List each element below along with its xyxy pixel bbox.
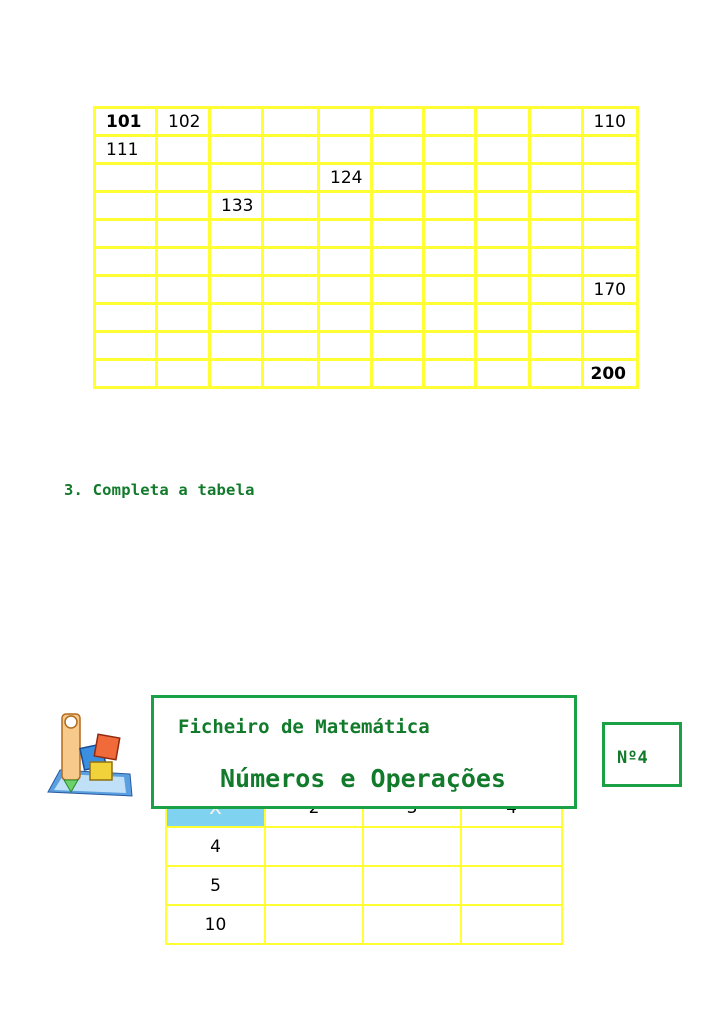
grid-cell[interactable] bbox=[157, 276, 210, 304]
pencil-blocks-logo-icon bbox=[40, 708, 136, 800]
mult-answer-cell[interactable] bbox=[461, 866, 562, 905]
grid-cell[interactable] bbox=[157, 192, 210, 220]
grid-cell[interactable] bbox=[210, 164, 263, 192]
grid-cell[interactable] bbox=[476, 136, 530, 164]
grid-cell[interactable] bbox=[476, 332, 530, 360]
grid-cell[interactable] bbox=[530, 192, 583, 220]
grid-cell[interactable] bbox=[372, 248, 424, 276]
grid-cell[interactable] bbox=[476, 220, 530, 248]
grid-cell[interactable] bbox=[530, 332, 583, 360]
grid-cell[interactable] bbox=[95, 276, 157, 304]
grid-cell[interactable] bbox=[157, 360, 210, 388]
grid-cell[interactable] bbox=[530, 164, 583, 192]
grid-cell[interactable] bbox=[210, 220, 263, 248]
mult-answer-cell[interactable] bbox=[265, 827, 363, 866]
grid-cell: 133 bbox=[210, 192, 263, 220]
grid-cell[interactable] bbox=[372, 108, 424, 136]
grid-cell[interactable] bbox=[263, 220, 319, 248]
grid-cell[interactable] bbox=[319, 192, 372, 220]
grid-cell[interactable] bbox=[210, 276, 263, 304]
grid-cell[interactable] bbox=[583, 164, 638, 192]
grid-cell[interactable] bbox=[530, 360, 583, 388]
number-grid bbox=[93, 106, 639, 389]
mult-answer-cell[interactable] bbox=[363, 827, 461, 866]
mult-answer-cell[interactable] bbox=[363, 866, 461, 905]
grid-row bbox=[95, 192, 638, 220]
grid-cell: 110 bbox=[583, 108, 638, 136]
grid-cell[interactable] bbox=[95, 360, 157, 388]
grid-cell[interactable] bbox=[95, 164, 157, 192]
grid-cell: 111 bbox=[95, 136, 157, 164]
grid-row bbox=[95, 276, 638, 304]
mult-answer-cell[interactable] bbox=[461, 827, 562, 866]
grid-cell[interactable] bbox=[530, 276, 583, 304]
grid-row bbox=[95, 304, 638, 332]
grid-cell[interactable] bbox=[372, 276, 424, 304]
grid-row bbox=[95, 164, 638, 192]
grid-cell[interactable] bbox=[530, 108, 583, 136]
grid-row bbox=[95, 360, 638, 388]
grid-cell[interactable] bbox=[157, 304, 210, 332]
grid-cell[interactable] bbox=[530, 220, 583, 248]
grid-cell[interactable] bbox=[263, 276, 319, 304]
grid-cell[interactable] bbox=[95, 248, 157, 276]
grid-cell[interactable] bbox=[476, 108, 530, 136]
grid-cell[interactable] bbox=[210, 108, 263, 136]
mult-answer-cell[interactable] bbox=[461, 905, 562, 944]
mult-row bbox=[166, 866, 562, 905]
mult-row-header: 10 bbox=[166, 905, 265, 944]
grid-cell[interactable] bbox=[157, 220, 210, 248]
grid-cell[interactable] bbox=[424, 136, 476, 164]
grid-cell[interactable] bbox=[263, 192, 319, 220]
mult-answer-cell[interactable] bbox=[265, 866, 363, 905]
grid-cell[interactable] bbox=[424, 220, 476, 248]
grid-cell[interactable] bbox=[263, 136, 319, 164]
grid-cell[interactable] bbox=[530, 136, 583, 164]
grid-cell[interactable] bbox=[583, 220, 638, 248]
grid-cell[interactable] bbox=[424, 192, 476, 220]
grid-cell[interactable] bbox=[210, 136, 263, 164]
grid-cell: 101 bbox=[95, 108, 157, 136]
grid-cell[interactable] bbox=[319, 248, 372, 276]
grid-cell[interactable] bbox=[372, 220, 424, 248]
grid-cell[interactable] bbox=[95, 220, 157, 248]
grid-cell[interactable] bbox=[319, 360, 372, 388]
grid-cell[interactable] bbox=[263, 360, 319, 388]
grid-cell[interactable] bbox=[319, 276, 372, 304]
grid-cell[interactable] bbox=[372, 304, 424, 332]
grid-cell[interactable] bbox=[476, 192, 530, 220]
grid-cell[interactable] bbox=[319, 136, 372, 164]
worksheet-number: Nº4 bbox=[617, 748, 648, 768]
grid-row bbox=[95, 332, 638, 360]
grid-cell: 200 bbox=[583, 360, 638, 388]
grid-cell[interactable] bbox=[424, 276, 476, 304]
grid-cell[interactable] bbox=[476, 304, 530, 332]
grid-cell[interactable] bbox=[476, 360, 530, 388]
grid-cell[interactable] bbox=[583, 304, 638, 332]
grid-cell[interactable] bbox=[530, 248, 583, 276]
grid-cell[interactable] bbox=[476, 276, 530, 304]
mult-row-header: 5 bbox=[166, 866, 265, 905]
grid-cell[interactable] bbox=[263, 248, 319, 276]
grid-cell[interactable] bbox=[319, 304, 372, 332]
grid-cell[interactable] bbox=[319, 108, 372, 136]
worksheet-number-box bbox=[602, 722, 682, 787]
grid-cell: 102 bbox=[157, 108, 210, 136]
grid-cell[interactable] bbox=[263, 332, 319, 360]
grid-cell[interactable] bbox=[372, 192, 424, 220]
mult-row bbox=[166, 827, 562, 866]
grid-cell[interactable] bbox=[476, 164, 530, 192]
grid-cell[interactable] bbox=[424, 332, 476, 360]
grid-cell[interactable] bbox=[424, 108, 476, 136]
grid-cell[interactable] bbox=[95, 304, 157, 332]
worksheet-subtitle: Números e Operações bbox=[220, 764, 506, 793]
grid-cell[interactable] bbox=[263, 304, 319, 332]
grid-cell[interactable] bbox=[157, 164, 210, 192]
grid-cell[interactable] bbox=[372, 136, 424, 164]
grid-cell[interactable] bbox=[424, 164, 476, 192]
grid-cell[interactable] bbox=[157, 332, 210, 360]
grid-cell[interactable] bbox=[210, 360, 263, 388]
grid-cell: 124 bbox=[319, 164, 372, 192]
instruction-text: 3. Completa a tabela bbox=[64, 481, 255, 499]
mult-row-header: 4 bbox=[166, 827, 265, 866]
grid-row bbox=[95, 108, 638, 136]
grid-cell[interactable] bbox=[319, 332, 372, 360]
multiplication-table bbox=[165, 787, 563, 945]
worksheet-header bbox=[151, 695, 577, 809]
grid-cell[interactable] bbox=[583, 332, 638, 360]
grid-cell[interactable] bbox=[95, 332, 157, 360]
grid-row bbox=[95, 136, 638, 164]
grid-cell[interactable] bbox=[210, 332, 263, 360]
grid-cell[interactable] bbox=[530, 304, 583, 332]
grid-cell: 170 bbox=[583, 276, 638, 304]
grid-cell[interactable] bbox=[424, 248, 476, 276]
grid-cell[interactable] bbox=[476, 248, 530, 276]
grid-cell[interactable] bbox=[424, 304, 476, 332]
grid-cell[interactable] bbox=[95, 192, 157, 220]
grid-row bbox=[95, 220, 638, 248]
worksheet-title: Ficheiro de Matemática bbox=[178, 716, 430, 738]
grid-cell[interactable] bbox=[372, 360, 424, 388]
grid-cell[interactable] bbox=[210, 304, 263, 332]
grid-cell[interactable] bbox=[157, 136, 210, 164]
grid-cell[interactable] bbox=[263, 108, 319, 136]
mult-answer-cell[interactable] bbox=[363, 905, 461, 944]
grid-cell[interactable] bbox=[424, 360, 476, 388]
grid-cell[interactable] bbox=[319, 220, 372, 248]
mult-row bbox=[166, 905, 562, 944]
grid-cell[interactable] bbox=[263, 164, 319, 192]
grid-row bbox=[95, 248, 638, 276]
grid-cell[interactable] bbox=[583, 192, 638, 220]
mult-answer-cell[interactable] bbox=[265, 905, 363, 944]
grid-cell[interactable] bbox=[583, 136, 638, 164]
grid-cell[interactable] bbox=[210, 248, 263, 276]
grid-cell[interactable] bbox=[372, 332, 424, 360]
grid-cell[interactable] bbox=[583, 248, 638, 276]
grid-cell[interactable] bbox=[157, 248, 210, 276]
grid-cell[interactable] bbox=[372, 164, 424, 192]
